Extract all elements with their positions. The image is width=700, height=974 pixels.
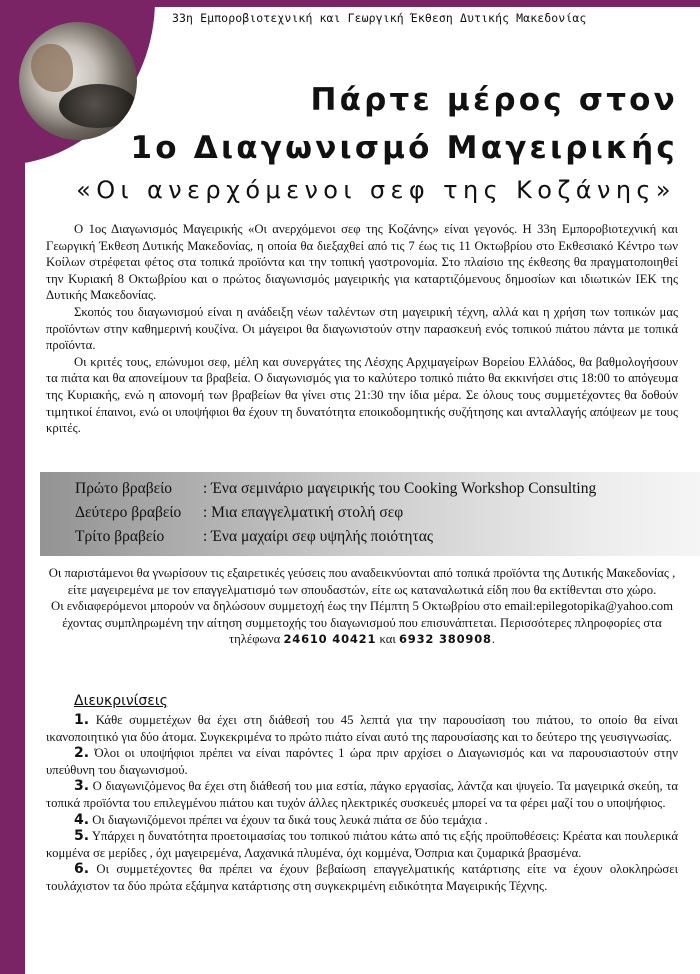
prizes-box (40, 472, 700, 556)
prize-first (75, 480, 596, 498)
clarification-item (46, 745, 678, 778)
item-text: Οι διαγωνιζόμενοι πρέπει να έχουν τα δικά τους λευκά πιάτα σε δύο τεμάχια . (89, 812, 488, 827)
prize-third (75, 528, 433, 546)
title-line-2: 1ο Διαγωνισμό Μαγειρικής (130, 130, 678, 166)
prize-label: Δεύτερο βραβείο (75, 504, 182, 521)
prize-second (75, 504, 403, 522)
item-number: 3. (74, 778, 90, 795)
contact-text: Οι ενδιαφερόμενοι μπορούν να δηλώσουν συμμετοχή έως την Πέμπτη 5 Οκτωβρίου στο email:epilegotopika@yahoo.com έχοντας συμπληρωμένη την αίτηση συμμετοχής του διαγωνισμού που επισυνάπτεται. Περισσότερες πληροφορίες στα τηλέφωνα (51, 599, 673, 647)
intro-paragraph: Οι κριτές τους, επώνυμοι σεφ, μέλη και συνεργάτες της Λέσχης Αρχιμαγείρων Βορείου Ελλάδος, θα βαθμολογήσουν τα πιάτα και θα απονείμουν τα βραβεία. Ο διαγωνισμός για το καλύτερο τοπικό πιάτο θα εκκινήσει στις 18:00 το απόγευμα της Κυριακής, ενώ η απονομή των βραβείων θα γίνει στις 21:30 την ίδια μέρα. Σε όλους τους συμμετέχοντες θα δοθούν τιμητικοί έπαινοι, ενώ οι υποψήφιοι θα έχουν τη δυνατότητα εποικοδομητικής συζήτησης και ανταλλαγής απόψεων με τους κριτές. (46, 354, 678, 436)
clarifications-title: Διευκρινίσεις (74, 693, 168, 709)
intro-paragraph: Ο 1ος Διαγωνισμός Μαγειρικής «Οι ανερχόμενοι σεφ της Κοζάνης» είναι γεγονός. Η 33η Εμποροβιοτεχνική και Γεωργική Έκθεση Δυτικής Μακεδονίας, η οποία θα διεξαχθεί από τις 7 έως τις 11 Οκτωβρίου στο Εκθεσιακό Κέντρο των Κοίλων στρέφεται φέτος στα τοπικά προϊόντα και την τοπική γαστρονομία. Στο πλαίσιο της έκθεσης θα πραγματοποιηθεί την Κυριακή 8 Οκτωβρίου και ο πρώτος διαγωνισμός μαγειρικής για καταρτιζόμενους δημοσίων και ιδιωτικών ΙΕΚ της Δυτικής Μακεδονίας. (46, 222, 678, 303)
contact-paragraph (46, 598, 678, 648)
item-number: 2. (74, 745, 90, 762)
prize-label: Πρώτο βραβείο (75, 480, 173, 497)
item-text: Οι συμμετέχοντες θα πρέπει να έχουν βεβαίωση επαγγελματικής κατάρτισης είτε να έχουν ολοκληρώσει τουλάχιστον τα δύο πρώτα εξάμηνα κατάρτισης στη συγκεκριμένη ειδικότητα Μαγειρικής Τέχνης. (46, 862, 678, 893)
info-section (46, 565, 678, 648)
item-number: 4. (74, 811, 90, 828)
prize-value: : Ένα μαχαίρι σεφ υψηλής ποιότητας (203, 528, 433, 545)
phone-number: 6932 380908 (398, 632, 492, 647)
clarifications-list (46, 712, 678, 895)
frying-pan (59, 84, 137, 128)
item-text: Κάθε συμμετέχων θα έχει στη διάθεσή του 45 λεπτά για την παρουσίαση του πιάτου, το οποίο θα είναι ικανοποιητικό για δύο άτομα. Συγκεκριμένα το πρώτο πιάτο είναι αυτό της παρουσίασης και το δεύτερο της γευσιγνωσίας. (46, 713, 678, 744)
prize-value: : Μια επαγγελματική στολή σεφ (203, 504, 404, 521)
subtitle: «Οι ανερχόμενοι σεφ της Κοζάνης» (76, 176, 676, 204)
clarification-item (46, 861, 678, 894)
clarification-item (46, 828, 678, 861)
exhibition-header: 33η Εμποροβιοτεχνική και Γεωργική Έκθεση Δυτικής Μακεδονίας (172, 11, 587, 25)
intro-section (46, 221, 678, 437)
prize-label: Τρίτο βραβείο (75, 528, 165, 545)
item-text: Ο διαγωνιζόμενος θα έχει στη διάθεσή του μια εστία, πάγκο εργασίας, λάντζα και ψυγείο. Τα μαγειρικά σκεύη, τα τοπικά προϊόντα του επιλεγμένου πιάτου και τυχόν άλλες ηλεκτρικές συσκευές μπορεί να τα φέρει μαζί του ο υποψήφιος. (46, 779, 678, 810)
clarification-item (46, 812, 678, 829)
item-number: 5. (74, 828, 90, 845)
phone-number: 24610 40421 (283, 632, 377, 647)
title-line-1: Πάρτε μέρος στον (310, 82, 678, 118)
chef-photo (19, 22, 137, 140)
clarification-item (46, 712, 678, 745)
clarification-item (46, 778, 678, 811)
item-text: Υπάρχει η δυνατότητα προετοιμασίας του τοπικού πιάτου κάτω από τις εξής προϋποθέσεις: Κρέατα και πουλερικά κομμένα σε μερίδες , όχι μαγειρεμένα, Λαχανικά πλυμένα, όχι κομμένα, Όσπρια και ζυμαρικά βρασμένα. (46, 829, 678, 860)
period: . (491, 632, 495, 647)
item-number: 6. (74, 861, 90, 878)
item-number: 1. (74, 712, 90, 728)
conjunction: και (376, 632, 399, 647)
item-text: Όλοι οι υποψήφιοι πρέπει να είναι παρόντες 1 ώρα πριν αρχίσει ο Διαγωνισμός και να παρουσιαστούν στην υπεύθυνη του διαγωνισμού. (46, 746, 678, 777)
chef-hand (31, 44, 73, 92)
info-paragraph: Οι παριστάμενοι θα γνωρίσουν τις εξαιρετικές γεύσεις που αναδεικνύονται από τοπικά προϊόντα της Δυτικής Μακεδονίας , είτε μαγειρεμένα με τον επαγγελματισμό των σπουδαστών, είτε ως καταναλωτικά είδη που θα εκτίθενται στο χώρο. (48, 566, 676, 597)
intro-paragraph: Σκοπός του διαγωνισμού είναι η ανάδειξη νέων ταλέντων στη μαγειρική τέχνη, αλλά και η χρήση των τοπικών μας προϊόντων στην καθημερινή κουζίνα. Οι μάγειροι θα διαγωνιστούν στην παρασκευή ενός τοπικού πιάτου πάντα με τοπικά προϊόντα. (46, 304, 678, 353)
prize-value: : Ένα σεμινάριο μαγειρικής του Cooking Workshop Consulting (203, 480, 597, 497)
